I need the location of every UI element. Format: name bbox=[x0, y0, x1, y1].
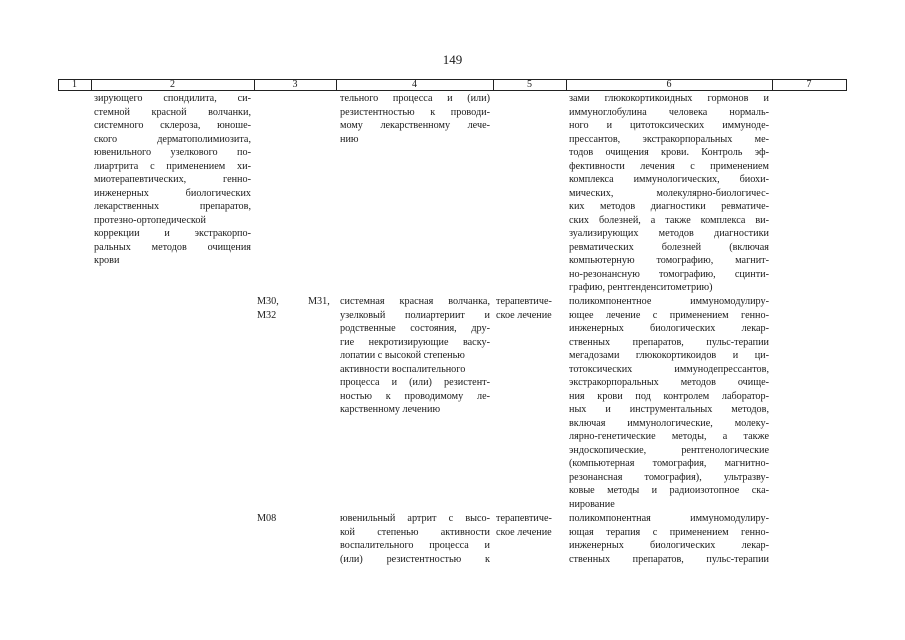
text-line: активности воспалительного bbox=[340, 363, 466, 375]
column-header-6: 6 bbox=[666, 79, 672, 90]
text-line: фективности лечения с применением bbox=[569, 160, 769, 172]
text-line: лопатии с высокой степенью bbox=[340, 350, 465, 361]
text-line: ювенильного узелкового по- bbox=[94, 147, 251, 158]
text-line: но-резонансную томографию, сцинти- bbox=[569, 268, 769, 280]
text-line: лярно-генетические методы, а также bbox=[569, 431, 769, 442]
page-number: 149 bbox=[442, 52, 463, 67]
column-header-2: 2 bbox=[170, 79, 175, 90]
text-line: ния крови под контролем лаборатор- bbox=[569, 390, 769, 402]
text-line: тодов очищения крови. Контроль эф- bbox=[569, 147, 769, 158]
text-line: ющая терапия с применением генно- bbox=[569, 526, 769, 538]
text-line: ское лечение bbox=[496, 526, 552, 538]
text-line: кой степенью активности bbox=[340, 526, 490, 538]
text-line: графию, рентгенденситометрию) bbox=[569, 282, 713, 293]
text-line: комплекса иммунологических, биохи- bbox=[569, 174, 769, 185]
diagnosis-code: M08 bbox=[257, 513, 277, 524]
row3-col5-cell bbox=[496, 512, 564, 539]
text-line: тельного процесса и (или) bbox=[340, 93, 490, 104]
text-line: протезно-ортопедической bbox=[94, 214, 206, 226]
text-line: ское лечение bbox=[496, 309, 552, 321]
text-line: инженерных биологических лекар- bbox=[569, 540, 769, 551]
text-line: эндоскопические, рентгенологические bbox=[569, 444, 769, 456]
text-line: стемной красной волчанки, bbox=[94, 106, 251, 118]
text-line: лекарственных препаратов, bbox=[94, 201, 251, 212]
text-line: ственных препаратов, пульс-терапии bbox=[569, 336, 769, 348]
text-line: ностью к проводимому ле- bbox=[340, 390, 490, 402]
text-line: воспалительного процесса и bbox=[340, 540, 490, 551]
text-line: зами глюкокортикоидных гормонов и bbox=[569, 93, 769, 104]
text-line: компьютерную томографию, магнит- bbox=[569, 255, 769, 266]
column-header-7: 7 bbox=[806, 79, 812, 90]
text-line: ких методов диагностики ревматиче- bbox=[569, 201, 769, 212]
text-line: процесса и (или) резистент- bbox=[340, 377, 490, 388]
text-line: мегадозами глюкокортикоидов и ци- bbox=[569, 350, 769, 361]
diagnosis-code: M30, bbox=[257, 296, 279, 307]
row2-col4-cell bbox=[340, 295, 490, 417]
text-line: гие некротизирующие васку- bbox=[340, 336, 490, 348]
text-line: ювенильный артрит с высо- bbox=[340, 513, 490, 524]
text-line: карственному лечению bbox=[340, 404, 441, 415]
text-line: резистентностью к проводи- bbox=[340, 106, 490, 118]
text-line: ного и цитотоксических иммуноде- bbox=[569, 120, 769, 131]
column-header-5: 5 bbox=[527, 79, 532, 90]
text-line: ральных методов очищения bbox=[94, 241, 251, 253]
text-line: ского дерматополимиозита, bbox=[94, 133, 251, 145]
row3-col3-cell bbox=[257, 512, 276, 526]
row3-col4-cell bbox=[340, 512, 490, 566]
text-line: поликомпонентная иммуномодулиру- bbox=[569, 513, 769, 524]
row3-col6-cell bbox=[569, 512, 769, 566]
text-line: мому лекарственному лече- bbox=[340, 120, 490, 131]
text-line: узелковый полиартериит и bbox=[340, 309, 490, 321]
text-line: включая иммунологические, молеку- bbox=[569, 417, 769, 429]
text-line: ревматических болезней (включая bbox=[569, 241, 769, 253]
text-line: родственные состояния, дру- bbox=[340, 323, 490, 334]
row1-col6-cell bbox=[569, 92, 769, 295]
column-header-3: 3 bbox=[292, 79, 298, 90]
text-line: нирование bbox=[569, 498, 615, 510]
column-header-1: 1 bbox=[72, 79, 77, 90]
text-line: ственных препаратов, пульс-терапии bbox=[569, 553, 769, 565]
text-line: системного склероза, юноше- bbox=[94, 120, 251, 131]
text-line: ских болезней, а также комплекса ви- bbox=[569, 214, 769, 226]
text-line: (или) резистентностью к bbox=[340, 553, 490, 565]
text-line: зирующего спондилита, си- bbox=[94, 93, 251, 104]
text-line: ных и инструментальных методов, bbox=[569, 404, 769, 415]
text-line: коррекции и экстракорпо- bbox=[94, 228, 251, 239]
row2-col6-cell bbox=[569, 295, 769, 511]
text-line: системная красная волчанка, bbox=[340, 296, 490, 307]
text-line: поликомпонентное иммуномодулиру- bbox=[569, 296, 769, 307]
text-line: прессантов, экстракорпоральных ме- bbox=[569, 133, 769, 145]
text-line: (компьютерная томография, магнитно- bbox=[569, 458, 769, 469]
text-line: крови bbox=[94, 255, 120, 266]
text-line: миотерапевтических, генно- bbox=[94, 174, 251, 185]
text-line: тотоксических иммунодепрессантов, bbox=[569, 363, 769, 375]
diagnosis-code: M32 bbox=[257, 309, 277, 321]
row2-col3-cell bbox=[257, 295, 279, 322]
text-line: инженерных биологических bbox=[94, 187, 251, 199]
text-line: инженерных биологических лекар- bbox=[569, 323, 769, 334]
column-divider bbox=[846, 80, 847, 90]
text-line: ющее лечение с применением генно- bbox=[569, 309, 769, 321]
text-line: терапевтиче- bbox=[496, 296, 552, 307]
text-line: зуализирующих методов диагностики bbox=[569, 228, 769, 239]
text-line: мических, молекулярно-биологичес- bbox=[569, 187, 769, 199]
text-line: ковые методы и радиоизотопное ска- bbox=[569, 485, 769, 496]
text-line: иммуноглобулина человека нормаль- bbox=[569, 106, 769, 118]
text-line: лиартрита с применением хи- bbox=[94, 160, 251, 172]
column-header-4: 4 bbox=[412, 79, 417, 90]
row1-col4-cell bbox=[340, 92, 490, 146]
text-line: резонансная томография), ультразву- bbox=[569, 471, 769, 483]
row2-col5-cell bbox=[496, 295, 564, 322]
diagnosis-code: M31, bbox=[308, 296, 330, 307]
text-line: экстракорпоральных методов очище- bbox=[569, 377, 769, 388]
text-line: терапевтиче- bbox=[496, 513, 552, 524]
row1-col2-cell bbox=[94, 92, 251, 268]
text-line: нию bbox=[340, 133, 359, 145]
